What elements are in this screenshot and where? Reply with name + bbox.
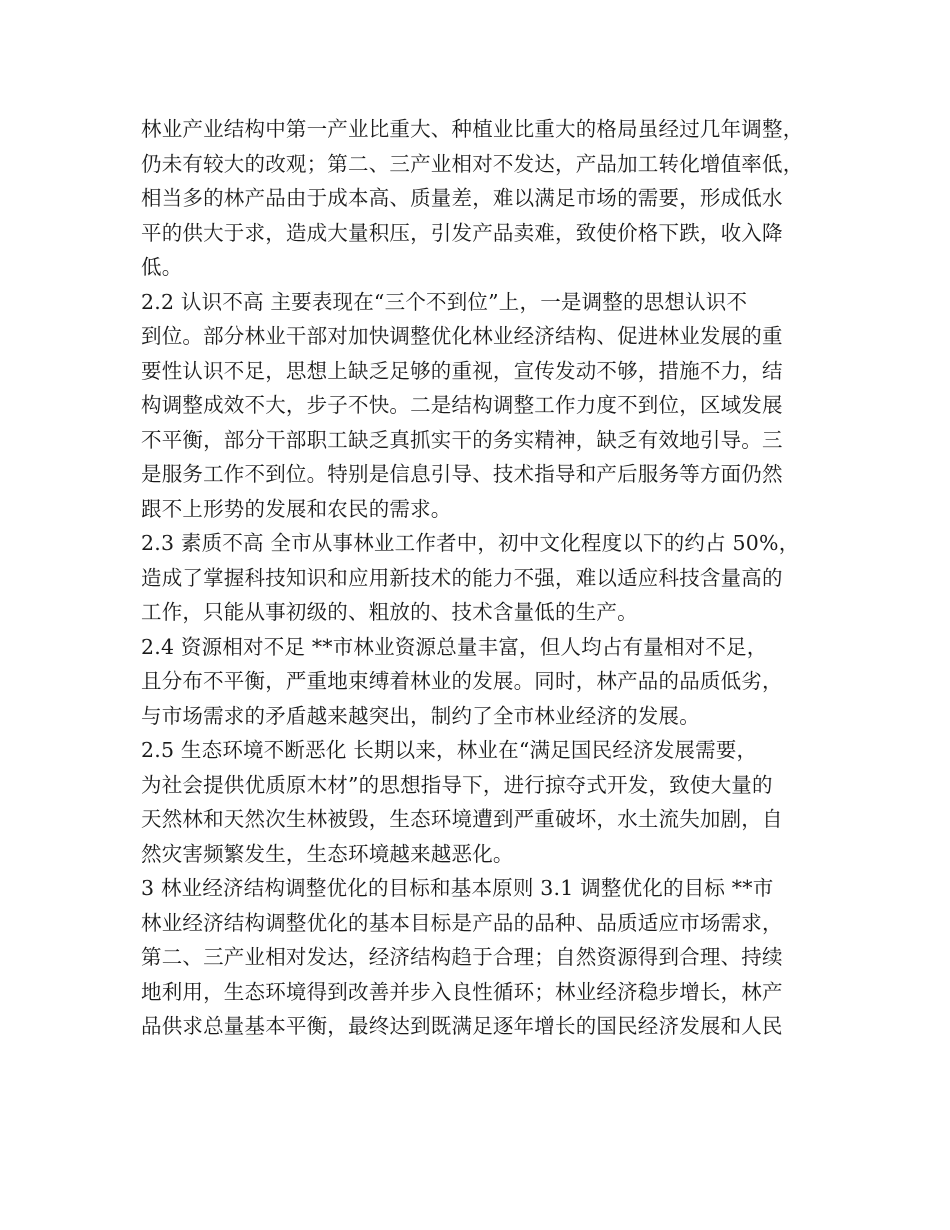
text-line: 林业产业结构中第一产业比重大、种植业比重大的格局虽经过几年调整， <box>141 117 804 141</box>
text-line: 品供求总量基本平衡，最终达到既满足逐年增长的国民经济发展和人民 <box>141 1014 783 1038</box>
section-2-4-heading-line: 2.4 资源相对不足 **市林业资源总量丰富，但人均占有量相对不足， <box>141 634 768 659</box>
text-line: 然灾害频繁发生，生态环境越来越恶化。 <box>141 841 514 866</box>
text-line: 且分布不平衡，严重地束缚着林业的发展。同时，林产品的品质低劣， <box>141 669 783 693</box>
section-2-3-heading-line: 2.3 素质不高 全市从事林业工作者中，初中文化程度以下的约占 50%， <box>141 531 800 555</box>
text-line: 与市场需求的矛盾越来越突出，制约了全市林业经济的发展。 <box>141 703 700 728</box>
section-2-5-heading-line: 2.5 生态环境不断恶化 长期以来，林业在“满足国民经济发展需要， <box>141 738 758 762</box>
text-line: 仍未有较大的改观；第二、三产业相对不发达，产品加工转化增值率低， <box>141 151 804 176</box>
text-line: 要性认识不足，思想上缺乏足够的重视，宣传发动不够，措施不力，结 <box>141 358 783 383</box>
section-3-heading-line: 3 林业经济结构调整优化的目标和基本原则 3.1 调整优化的目标 **市 <box>141 876 774 900</box>
body-text <box>141 112 821 1044</box>
text-line: 天然林和天然次生林被毁，生态环境遭到严重破坏，水土流失加剧，自 <box>141 807 783 831</box>
text-line: 平的供大于求，造成大量积压，引发产品卖难，致使价格下跌，收入降 <box>141 220 783 245</box>
text-line: 构调整成效不大，步子不快。二是结构调整工作力度不到位，区域发展 <box>141 393 783 417</box>
text-line: 第二、三产业相对发达，经济结构趋于合理；自然资源得到合理、持续 <box>141 945 783 969</box>
section-2-2-heading-line: 2.2 认识不高 主要表现在“三个不到位”上，一是调整的思想认识不 <box>141 289 748 314</box>
text-line: 跟不上形势的发展和农民的需求。 <box>141 496 452 521</box>
text-line: 工作，只能从事初级的、粗放的、技术含量低的生产。 <box>141 600 638 624</box>
text-line: 地利用，生态环境得到改善并步入良性循环；林业经济稳步增长，林产 <box>141 979 783 1004</box>
text-line: 是服务工作不到位。特别是信息引导、技术指导和产后服务等方面仍然 <box>141 462 783 486</box>
text-line: 相当多的林产品由于成本高、质量差，难以满足市场的需要，形成低水 <box>141 186 783 210</box>
text-line: 低。 <box>141 255 183 279</box>
text-line: 到位。部分林业干部对加快调整优化林业经济结构、促进林业发展的重 <box>141 324 783 348</box>
text-line: 为社会提供优质原木材”的思想指导下，进行掠夺式开发，致使大量的 <box>141 772 773 797</box>
text-line: 造成了掌握科技知识和应用新技术的能力不强，难以适应科技含量高的 <box>141 565 783 590</box>
text-line: 不平衡，部分干部职工缺乏真抓实干的务实精神，缺乏有效地引导。三 <box>141 427 783 452</box>
text-line: 林业经济结构调整优化的基本目标是产品的品种、品质适应市场需求， <box>141 910 783 935</box>
